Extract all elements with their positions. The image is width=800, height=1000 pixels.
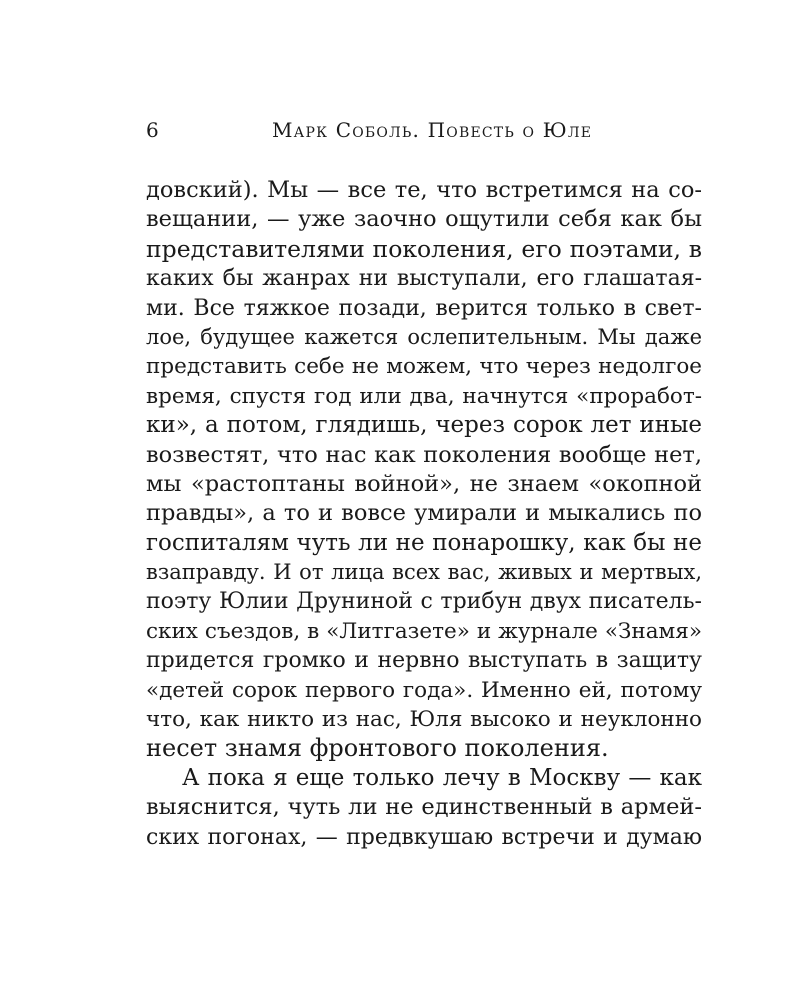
text-line: выяснится, чуть ли не единственный в армей-: [146, 794, 702, 821]
text-line: представить себе не можем, что через недолгое: [146, 354, 702, 380]
text-line: мы «растоптаны войной», не знаем «окопной: [146, 470, 702, 497]
text-line: госпиталям чуть ли не понарошку, как бы не: [146, 529, 702, 556]
text-line: каких бы жанрах ни выступали, его глашатая-: [146, 266, 702, 292]
text-line: вещании, — уже заочно ощутили себя как бы: [146, 206, 702, 233]
text-line: представителями поколения, его поэтами, в: [146, 234, 702, 263]
text-line: возвестят, что нас как поколения вообще нет,: [146, 441, 702, 468]
text-line: что, как никто из нас, Юля высоко и неуклонно: [146, 707, 702, 733]
text-line: ских погонах, — предвкушаю встречи и думаю: [146, 824, 702, 850]
text-line: правды», а то и вовсе умирали и мыкались по: [146, 500, 702, 527]
page-number: 6: [146, 118, 160, 142]
text-line: довский). Мы — все те, что встретимся на со-: [146, 177, 702, 203]
body-text: [146, 176, 702, 852]
text-line: поэту Юлии Друниной с трибун двух писатель-: [146, 589, 702, 615]
running-head: [146, 118, 706, 146]
text-line: взаправду. И от лица всех вас, живых и мертвых,: [146, 560, 702, 585]
paragraph-1: [146, 176, 702, 764]
text-line: лое, будущее кажется ослепительным. Мы даже: [146, 324, 702, 349]
text-line: ки», а потом, глядишь, через сорок лет иные: [146, 412, 702, 439]
text-line: А пока я еще только лечу в Москву — как: [182, 764, 702, 791]
text-line: время, спустя год или два, начнутся «проработ-: [146, 383, 702, 409]
paragraph-2: [146, 764, 702, 852]
book-header-title: Марк Соболь. Повесть о Юле: [272, 118, 593, 142]
text-line: несет знамя фронтового поколения.: [146, 734, 609, 763]
text-line: ми. Все тяжкое позади, верится только в свет-: [146, 295, 702, 321]
text-line: придется громко и нервно выступать в защиту: [146, 648, 702, 674]
text-line: ских съездов, в «Литгазете» и журнале «Знамя»: [146, 618, 702, 644]
text-line: «детей сорок первого года». Именно ей, потому: [146, 677, 702, 703]
